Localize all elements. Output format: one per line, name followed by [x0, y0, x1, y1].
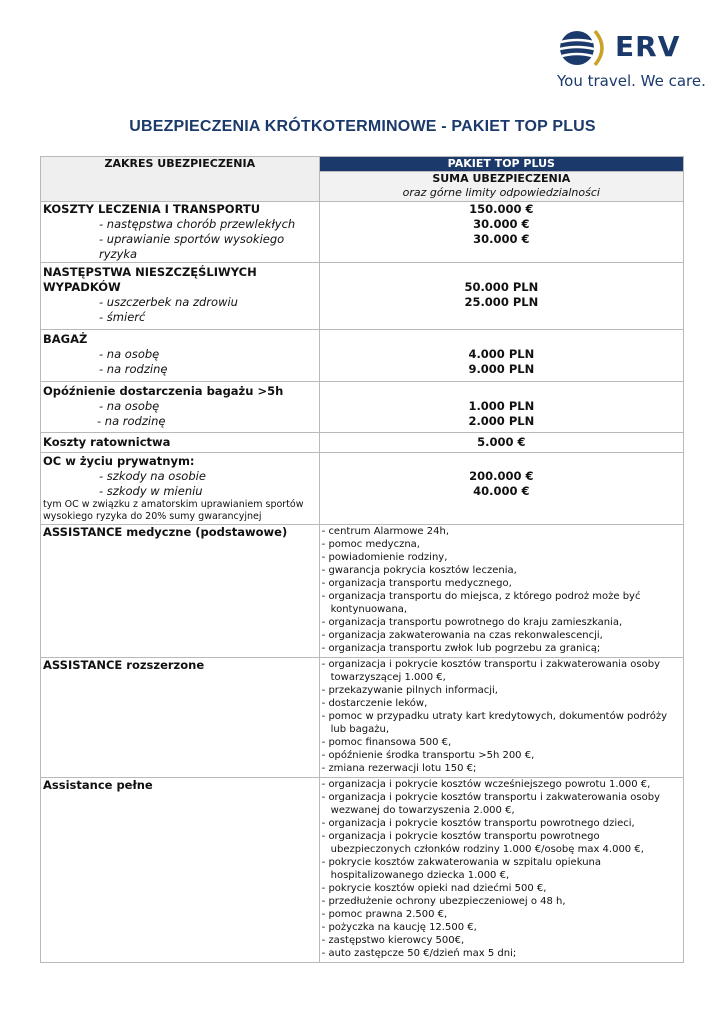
list-item: - dostarczenie leków, — [322, 697, 681, 710]
row-label-cell — [41, 453, 320, 525]
list-item: - auto zastępcze 50 €/dzień max 5 dni; — [322, 947, 681, 960]
row-sub-value: 40.000 € — [473, 484, 530, 498]
assistance-list — [322, 525, 681, 657]
row-sub-value: 30.000 € — [473, 232, 530, 246]
row-title: OC w życiu prywatnym: — [43, 454, 195, 468]
table-row — [41, 202, 684, 263]
row-sub-value: 2.000 PLN — [468, 414, 535, 428]
list-item: - organizacja transportu powrotnego do kraju zamieszkania, — [322, 616, 681, 629]
list-item: - organizacja transportu zwłok lub pogrzebu za granicą; — [322, 642, 681, 655]
list-item: - opóźnienie środka transportu >5h 200 €, — [322, 749, 681, 762]
row-sub-value: 200.000 € — [469, 469, 534, 483]
table-row — [41, 263, 684, 330]
list-item: - pomoc medyczna, — [322, 538, 681, 551]
row-label-cell — [41, 525, 320, 658]
list-item: - organizacja transportu medycznego, — [322, 577, 681, 590]
row-sub-label: - szkody na osobie — [99, 469, 206, 483]
header-sum — [319, 172, 683, 202]
table-row — [41, 658, 684, 778]
row-value-cell — [319, 453, 683, 525]
list-item: - zastępstwo kierowcy 500€, — [322, 934, 681, 947]
list-item: - organizacja transportu do miejsca, z którego podroż może być kontynuowana, — [322, 590, 681, 616]
header-sum-subtitle: oraz górne limity odpowiedzialności — [402, 186, 600, 199]
row-label-cell — [41, 778, 320, 963]
row-value-cell — [319, 778, 683, 963]
row-note: tym OC w związku z amatorskim uprawianiem sportów — [43, 499, 304, 510]
list-item: - pokrycie kosztów opieki nad dziećmi 500 €, — [322, 882, 681, 895]
list-item: - przedłużenie ochrony ubezpieczeniowej o 48 h, — [322, 895, 681, 908]
row-sub-label: - na osobę — [99, 399, 160, 413]
row-title: Opóźnienie dostarczenia bagażu >5h — [43, 384, 284, 398]
table-row — [41, 778, 684, 963]
row-title: BAGAŻ — [43, 332, 88, 346]
row-value-cell — [319, 382, 683, 433]
row-sub-label: - uszczerbek na zdrowiu — [99, 295, 238, 309]
table-row — [41, 433, 684, 453]
row-label-cell — [41, 658, 320, 778]
row-title-value: 150.000 € — [469, 202, 534, 216]
row-sub-label: - na rodzinę — [99, 362, 168, 376]
row-value-cell — [319, 330, 683, 382]
list-item: - organizacja i pokrycie kosztów transportu powrotnego ubezpieczonych członków rodziny 1.000 €/osobę max 4.000 €, — [322, 830, 681, 856]
row-title: Koszty ratownictwa — [43, 435, 171, 449]
list-item: - organizacja i pokrycie kosztów transportu i zakwaterowania osoby towarzyszącej 1.000 €, — [322, 658, 681, 684]
list-item: - organizacja i pokrycie kosztów transportu powrotnego dzieci, — [322, 817, 681, 830]
tagline: You travel. We care. — [557, 72, 706, 90]
row-title-value: 5.000 € — [477, 435, 526, 449]
row-label-cell — [41, 382, 320, 433]
row-sub-value: 9.000 PLN — [468, 362, 535, 376]
list-item: - pomoc finansowa 500 €, — [322, 736, 681, 749]
list-item: - pomoc prawna 2.500 €, — [322, 908, 681, 921]
row-value-cell — [319, 433, 683, 453]
assistance-title: Assistance pełne — [43, 778, 153, 792]
row-sub-value: 1.000 PLN — [468, 399, 535, 413]
table-row — [41, 525, 684, 658]
assistance-list — [322, 778, 681, 962]
row-value-cell — [319, 202, 683, 263]
row-value-cell — [319, 525, 683, 658]
list-item: - organizacja i pokrycie kosztów wcześniejszego powrotu 1.000 €, — [322, 778, 681, 791]
header-scope: ZAKRES UBEZPIECZENIA — [41, 157, 320, 202]
header-package: PAKIET TOP PLUS — [319, 157, 683, 172]
row-label-cell — [41, 433, 320, 453]
table-row — [41, 453, 684, 525]
list-item: - pokrycie kosztów zakwaterowania w szpitalu opiekuna hospitalizowanego dziecka 1.000 €, — [322, 856, 681, 882]
row-sub-value: 25.000 PLN — [464, 295, 539, 309]
row-sub-value: 50.000 PLN — [464, 280, 539, 294]
list-item: - powiadomienie rodziny, — [322, 551, 681, 564]
table-row — [41, 382, 684, 433]
row-sub-value: 4.000 PLN — [468, 347, 535, 361]
row-sub-label: - uprawianie sportów wysokiego ryzyka — [99, 232, 285, 261]
row-sub-label: - śmierć — [99, 310, 146, 324]
row-title: NASTĘPSTWA NIESZCZĘŚLIWYCH WYPADKÓW — [43, 265, 257, 294]
row-value-cell — [319, 263, 683, 330]
list-item: - organizacja zakwaterowania na czas rekonwalescencji, — [322, 629, 681, 642]
list-item: - pomoc w przypadku utraty kart kredytowych, dokumentów podróży lub bagażu, — [322, 710, 681, 736]
row-sub-label: - następstwa chorób przewlekłych — [99, 217, 296, 231]
row-sub-label: - na osobę — [99, 347, 160, 361]
row-sub-label: - szkody w mieniu — [99, 484, 203, 498]
globe-icon — [557, 28, 609, 68]
row-label-cell — [41, 330, 320, 382]
assistance-title: ASSISTANCE rozszerzone — [43, 658, 205, 672]
list-item: - gwarancja pokrycia kosztów leczenia, — [322, 564, 681, 577]
row-sub-label: - na rodzinę — [97, 414, 166, 428]
table-row — [41, 330, 684, 382]
coverage-table — [40, 156, 684, 963]
assistance-list — [322, 658, 681, 777]
page-title: UBEZPIECZENIA KRÓTKOTERMINOWE - PAKIET TOP PLUS — [129, 118, 596, 135]
header-sum-title: SUMA UBEZPIECZENIA — [432, 172, 571, 185]
list-item: - pożyczka na kaucję 12.500 €, — [322, 921, 681, 934]
erv-logo — [555, 22, 705, 102]
assistance-title: ASSISTANCE medyczne (podstawowe) — [43, 525, 288, 539]
row-title: KOSZTY LECZENIA I TRANSPORTU — [43, 202, 261, 216]
row-label-cell — [41, 263, 320, 330]
list-item: - organizacja i pokrycie kosztów transportu i zakwaterowania osoby wezwanej do towarzyszenia 2.000 €, — [322, 791, 681, 817]
list-item: - przekazywanie pilnych informacji, — [322, 684, 681, 697]
row-sub-value: 30.000 € — [473, 217, 530, 231]
logo-text: ERV — [615, 30, 681, 63]
list-item: - zmiana rezerwacji lotu 150 €; — [322, 762, 681, 775]
row-value-cell — [319, 658, 683, 778]
list-item: - centrum Alarmowe 24h, — [322, 525, 681, 538]
row-label-cell — [41, 202, 320, 263]
row-note: wysokiego ryzyka do 20% sumy gwarancyjnej — [43, 511, 262, 522]
